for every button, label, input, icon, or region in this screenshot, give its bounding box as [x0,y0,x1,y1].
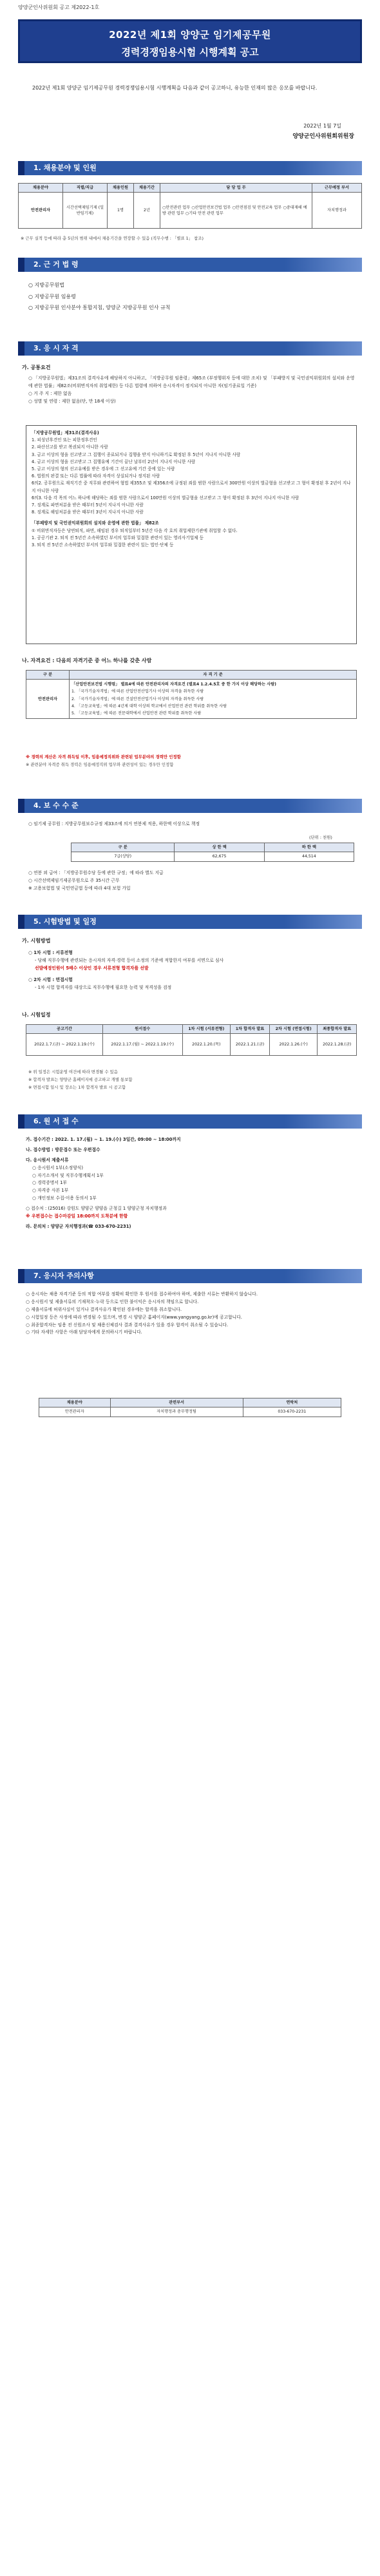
schedule-table [26,1024,357,1056]
subheading-qualification: 나. 자격요건 : 다음의 자격기준 중 어느 하나를 갖춘 사람 [22,658,152,663]
list-item: 4. 「고등교육법」에 따른 4년제 대학 이상의 학교에서 산업안전 관련 학위를 취득한 사람 [71,703,227,709]
contact-table [39,1398,341,1417]
table-header-cell: 담 당 업 무 [160,184,312,193]
list-item: 다. 응시원서 제출서류 [26,1157,69,1163]
table-row [71,852,354,861]
list-item: 가. 접수기간 : 2022. 1. 17.(월) ~ 1. 19.(수) 3일간, 09:00 ~ 18:00까지 [26,1137,181,1142]
pay-intro: ○ 임기제 공무원 : 지방공무원보수규정 제33조에 의거 연봉제 적용, 하한액 이상으로 책정 [28,821,200,826]
table-header-cell: 상 한 액 [175,843,264,852]
table-header-cell: 원서접수 [102,1025,182,1034]
table-cell: 2022.1.7.(금) ~ 2022.1.19.(수) [26,1034,103,1056]
subheading-common: 가. 공통요건 [22,365,51,370]
list-item: 7. 징계로 파면처분을 받은 때부터 5년이 지나지 아니한 사람 [32,502,144,508]
table-row [26,1034,357,1056]
disqualification-box [26,425,357,644]
list-item: 1. 피성년후견인 또는 피한정후견인 [32,437,97,443]
section-header-caution [18,1269,362,1283]
list-item: 2. 「국가기술자격법」에 따른 건설안전산업기사 이상의 자격을 취득한 사람 [71,696,204,701]
list-item: 6의2. 공무원으로 재직기간 중 직무와 관련하여 형법 제355조 및 제356조에 규정된 죄를 범한 사람으로서 300만원 이상의 벌금형을 선고받고 그 형이 확정된 후 2년이 지나지 아니한 사람 [32,481,351,493]
list-item: 「산업안전보건법 시행령」 별표4에 따른 안전관리자의 자격요건 (별표4 1.2.4.5호 중 한 가지 이상 해당하는 사람) [71,682,277,687]
title-banner [18,19,362,63]
list-item: ※ 합격자 발표는 양양군 홈페이지에 공고하고 개별 통보함 [28,1077,133,1083]
list-item: 6. 법원의 판결 또는 다른 법률에 따라 자격이 상실되거나 정지된 사람 [32,473,160,479]
list-item: ○ 응시자는 채용 자격기준 등의 적합 여부를 정확히 확인한 후 원서를 접수하여야 하며, 제출한 서류는 반환하지 않습니다. [26,1292,258,1297]
table-header-cell: 연락처 [243,1398,341,1407]
list-item: ○ 시간선택제임기제공무원으로 주 35시간 근무 [28,877,120,883]
list-item: 3. 금고 이상의 형을 선고받고 그 집행이 종료되거나 집행을 받지 아니하기로 확정된 후 5년이 지나지 아니한 사람 [32,452,241,457]
table-row [39,1407,341,1417]
section-header-recruit [18,161,362,175]
table-cell: ○안전관련 업무 ○산업안전보건법 업무 ○안전점검 및 안전교육 업무 ○중대재해 예방 관련 업무 ○기타 안전 관련 업무 [160,193,312,229]
pay-notes [28,870,357,893]
list-item: 4. 금고 이상의 형을 선고받고 그 집행유예 기간이 끝난 날부터 2년이 지나지 아니한 사람 [32,459,196,464]
list-item: ○ 연봉 외 급여 : 「지방공무원수당 등에 관한 규정」에 따라 별도 지급 [28,870,164,875]
subheading-schedule: 나. 시험일정 [22,1012,51,1018]
section-header-qualify [18,341,362,356]
list-item: ○ 지방공무원법 [28,282,64,288]
list-item: ○ 성별 및 연령 : 제한 없음(단, 만 18세 이상) [28,398,116,404]
notice-number: 양양군인사위원회 공고 제2022-1호 [18,5,100,10]
table-row [19,193,362,229]
list-item: 8. 징계로 해임처분을 받은 때부터 3년이 지나지 아니한 사람 [32,510,144,515]
table-cell: 2022.1.28.(금) [318,1034,357,1056]
schedule-notes [28,1068,357,1092]
exam-method [28,949,357,991]
list-item: ※ 경력의 계산은 자격 취득일 이후, 임용예정직위와 관련된 업무분야의 경력만 인정함 [26,754,181,759]
list-item: 「부패방지 및 국민권익위원회의 설치와 운영에 관한 법률」 제82조 [32,520,159,526]
table-cell: 자치행정과 총무행정팀 [110,1407,243,1417]
table-header-cell: 2차 시험 (면접시험) [269,1025,318,1034]
list-item: ○ 경력증명서 1부 [32,1180,67,1186]
list-item: ○ 1차 시험 : 서류전형 [28,950,73,955]
list-item: ○ 시험일정 등은 사정에 따라 변경될 수 있으며, 변경 시 양양군 홈페이지(www.yangyang.go.kr)에 공고합니다. [26,1314,242,1320]
common-req-text [28,375,357,406]
list-item: ○ 개인정보 수집·이용 동의서 1부 [32,1196,97,1201]
table-header-cell: 최종합격자 발표 [318,1025,357,1034]
list-item: - 당해 직무수행에 관련되는 응시자의 자격·경력 등이 소정의 기준에 적합한지 여부를 서면으로 심사 [35,957,224,963]
table-cell: 시간선택제임기제 (일반임기제) [63,193,108,229]
list-item: 6의3. 다음 각 목의 어느 하나에 해당하는 죄를 범한 사람으로서 100만원 이상의 벌금형을 선고받고 그 형이 확정된 후 3년이 지나지 아니한 사람 [32,495,299,501]
list-item: 라. 문의처 : 양양군 자치행정과(☎ 033-670-2231) [26,1223,131,1229]
section-header-pay [18,799,362,813]
table-header-cell: 하 한 액 [264,843,354,852]
subheading-method: 가. 시험방법 [22,938,51,944]
list-item: ① 비위면직자등은 당연퇴직, 파면, 해임된 경우 퇴직일부터 5년간 다음 각 호의 취업제한기관에 취업할 수 없다. [32,528,238,533]
table-cell: 44,514 [264,852,354,861]
issuer-org: 양양군인사위원회위원장 [292,133,354,140]
table-cell: 62,675 [175,852,264,861]
list-item: ※ 관련분야 자격증 취득 경력은 임용예정직위 업무와 관련성이 있는 경우만 인정함 [26,761,174,767]
table-header-cell: 1차 합격자 발표 [231,1025,270,1034]
recruit-note: ※ 근무 실적 등에 따라 총 5년의 범위 내에서 채용기간을 연장할 수 있음 (직무수행 : 「별표 1」 참조) [21,236,204,241]
list-item: ○ 지방공무원 임용령 [28,293,76,300]
table-header-cell: 직렬/직급 [63,184,108,193]
table-cell: 안전관리자 [26,680,70,719]
list-item: ○ 접수처 : (25016) 강원도 양양군 양양읍 군청길 1 양양군청 자치행정과 [26,1206,167,1212]
table-cell: 안전관리자 [39,1407,111,1417]
list-item: 1. 「국가기술자격법」에 따른 산업안전산업기사 이상의 자격을 취득한 사람 [71,689,204,694]
table-header-row [26,1025,357,1034]
list-item: ○ 거 주 지 : 제한 없음 [28,390,72,396]
list-item: 1. 공공기관 2. 퇴직 전 5년간 소속하였던 부서의 업무와 밀접한 관련이 있는 영리사기업체 등 [32,535,204,540]
section-header-law [18,258,362,272]
list-item: 2. 파산선고를 받고 복권되지 아니한 사람 [32,444,108,450]
list-item: ○ 기타 자세한 사항은 아래 담당자에게 문의하시기 바랍니다. [26,1330,142,1335]
table-header-cell: 근무예정 부서 [312,184,362,193]
list-item: ※ 우편접수는 접수마감일 18:00까지 도착분에 한함 [26,1214,128,1219]
table-header-cell: 채용분야 [39,1398,111,1407]
list-item: 3. 퇴직 전 5년간 소속하였던 부서의 업무와 밀접한 관련이 있는 법인·단체 등 [32,542,174,548]
qualification-notes [26,754,357,768]
section-title: 6. 원 서 접 수 [33,1117,79,1125]
list-item: ○ 2차 시험 : 면접시험 [28,977,73,982]
title-line2: 경력경쟁임용시험 시행계획 공고 [121,46,259,58]
list-item: ○ 자기소개서 및 직무수행계획서 1부 [32,1172,104,1178]
notice-date: 2022년 1월 7일 [303,123,341,129]
table-header-cell: 공고기간 [26,1025,103,1034]
section-title: 4. 보 수 수 준 [33,801,79,810]
table-cell [70,680,357,719]
list-item: ○ 지방공무원 인사분야 통합지침, 양양군 지방공무원 인사 규칙 [28,305,171,311]
list-item: - 1차 시험 합격자를 대상으로 직무수행에 필요한 능력 및 적격성을 검정 [35,984,172,990]
table-header-cell: 자 격 기 준 [70,671,357,680]
section-title: 5. 시험방법 및 일정 [33,917,97,926]
list-item: ○ 응시원서 1부(소정양식) [32,1165,83,1170]
table-row [26,680,357,719]
section-title: 7. 응시자 주의사항 [33,1272,94,1280]
title-line1: 2022년 제1회 양양군 임기제공무원 [109,29,271,41]
table-cell: 7급(상당) [71,852,175,861]
list-item: ○ 최종합격자는 임용 전 신원조사 및 채용신체검사 결과 결격사유가 있을 경우 합격이 취소될 수 있습니다. [26,1322,229,1328]
table-cell: 자치행정과 [312,193,362,229]
list-item: 「지방공무원법」제31조(결격사유) [32,430,99,435]
section-title: 2. 근 거 법 령 [33,260,79,269]
table-header-cell: 구 분 [26,671,70,680]
pay-unit: (단위 : 천원) [309,835,332,840]
apply-content [26,1136,357,1231]
table-header-row [26,671,357,680]
table-cell: 2년 [134,193,160,229]
list-item: ○ 자격증 사본 1부 [32,1188,69,1194]
list-item: 나. 접수방법 : 방문접수 또는 우편접수 [26,1147,100,1152]
table-header-row [39,1398,341,1407]
table-header-cell: 채용인원 [108,184,134,193]
pay-table [71,843,354,862]
section-title: 1. 채용분야 및 인원 [33,164,97,172]
table-cell: 033-670-2231 [243,1407,341,1417]
section-header-apply [18,1114,362,1129]
table-cell: 2022.1.20.(목) [182,1034,231,1056]
table-header-cell: 구 분 [71,843,175,852]
table-header-cell: 관련부서 [110,1398,243,1407]
table-cell: 2022.1.17.(월) ~ 2022.1.19.(수) [102,1034,182,1056]
table-header-cell: 1차 시험 (서류전형) [182,1025,231,1034]
list-item: ○ 제출서류에 허위사실이 있거나 결격사유가 확인된 경우에는 합격을 취소합니다. [26,1306,182,1312]
section-header-exam [18,915,362,929]
list-item: ※ 고용보험법 및 국민연금법 등에 따라 4대 보험 가입 [28,885,131,891]
list-item: ※ 위 일정은 시험운영 여건에 따라 변경될 수 있음 [28,1069,118,1074]
list-item: ○ 「지방공무원법」제31조의 결격사유에 해당하지 아니하고, 「지방공무원 임용령」제65조 (부정행위자 등에 대한 조치) 및 「부패방지 및 국민권익위원회의 설치와 운영에 관한 법률」제82조(비위면직자의 취업제한) 등 다른 법령에 의하여 응시자격이 정지되지 아니한 자(임기종료일 기준) [28,376,355,388]
table-cell: 2022.1.21.(금) [231,1034,270,1056]
table-header-row [19,184,362,193]
caution-list [26,1291,357,1337]
table-cell: 1명 [108,193,134,229]
table-header-cell: 채용기간 [134,184,160,193]
table-cell: 2022.1.26.(수) [269,1034,318,1056]
list-item: ○ 응시원서 및 제출서류의 기재착오·누락 등으로 인한 불이익은 응시자의 책임으로 합니다. [26,1299,199,1304]
list-item: 5. 금고 이상의 형의 선고유예를 받은 경우에 그 선고유예 기간 중에 있는 사람 [32,466,175,472]
list-item: 5. 「고등교육법」에 따른 전문대학에서 산업안전 관련 학위를 취득한 사람 [71,711,202,716]
qualification-table [26,670,357,719]
recruit-table [18,183,362,229]
section-title: 3. 응 시 자 격 [33,344,79,352]
law-list [28,280,350,314]
list-item: ※ 면접시험 일시 및 장소는 1차 합격자 발표 시 공고함 [28,1085,126,1091]
table-header-cell: 채용분야 [19,184,63,193]
table-header-row [71,843,354,852]
intro-text: 2022년 제1회 양양군 임기제공무원 경력경쟁임용시험 시행계획을 다음과 같이 공고하니, 유능한 인재의 많은 응모를 바랍니다. [32,85,318,91]
table-cell: 안전관리자 [19,193,63,229]
list-item: 선발예정인원이 5배수 이상인 경우 서류전형 합격자를 선발 [35,965,149,971]
